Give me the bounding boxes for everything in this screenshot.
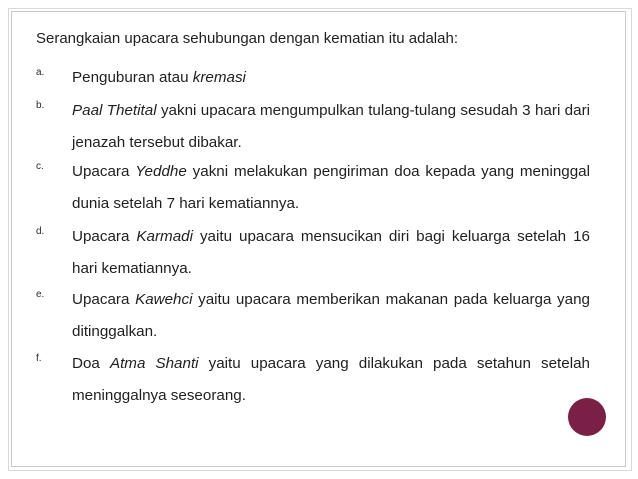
list-item-text [72,221,590,285]
intro-text: Serangkaian upacara sehubungan dengan kematian itu adalah: [36,30,458,47]
text-part: yakni melakukan pengiriman doa kepada yang meninggal dunia setelah 7 hari kematiannya. [72,163,590,212]
text-part: yaitu upacara mensucikan diri bagi keluarga setelah 16 hari kematiannya. [72,228,590,277]
list-marker: e. [36,289,45,300]
list-item-text [72,95,590,159]
list-marker: b. [36,100,45,111]
term-italic: Atma Shanti [109,355,199,372]
term-italic: Yeddhe [135,163,187,180]
term-italic: kremasi [192,69,246,86]
list-item-text [72,156,590,220]
frame-top-line [8,8,632,9]
list-item-text [72,62,590,94]
text-part: Doa [72,355,110,372]
list-marker: d. [36,226,45,237]
frame-left-line [8,8,9,471]
list-item-text [72,348,590,412]
text-part: yaitu upacara yang dilakukan pada setahun setelah meninggalnya seseorang. [72,355,590,404]
list-marker: a. [36,67,45,78]
text-part: yakni upacara mengumpulkan tulang-tulang sesudah 3 hari dari jenazah tersebut dibakar. [72,102,591,151]
list-marker: c. [36,161,44,172]
decorative-circle [568,398,606,436]
text-part: Upacara [72,291,136,308]
term-italic: Karmadi [136,228,193,245]
term-italic: Kawehci [135,291,193,308]
list-marker: f. [36,353,42,364]
frame-bottom-line [8,470,632,471]
frame-right-line [631,8,632,471]
list-item-text [72,284,590,348]
text-part: yaitu upacara memberikan makanan pada keluarga yang ditinggalkan. [72,291,590,340]
text-part: Upacara [72,228,137,245]
text-part: Penguburan atau [72,69,193,86]
text-part: Upacara [72,163,136,180]
term-italic: Paal Thetital [72,102,157,119]
